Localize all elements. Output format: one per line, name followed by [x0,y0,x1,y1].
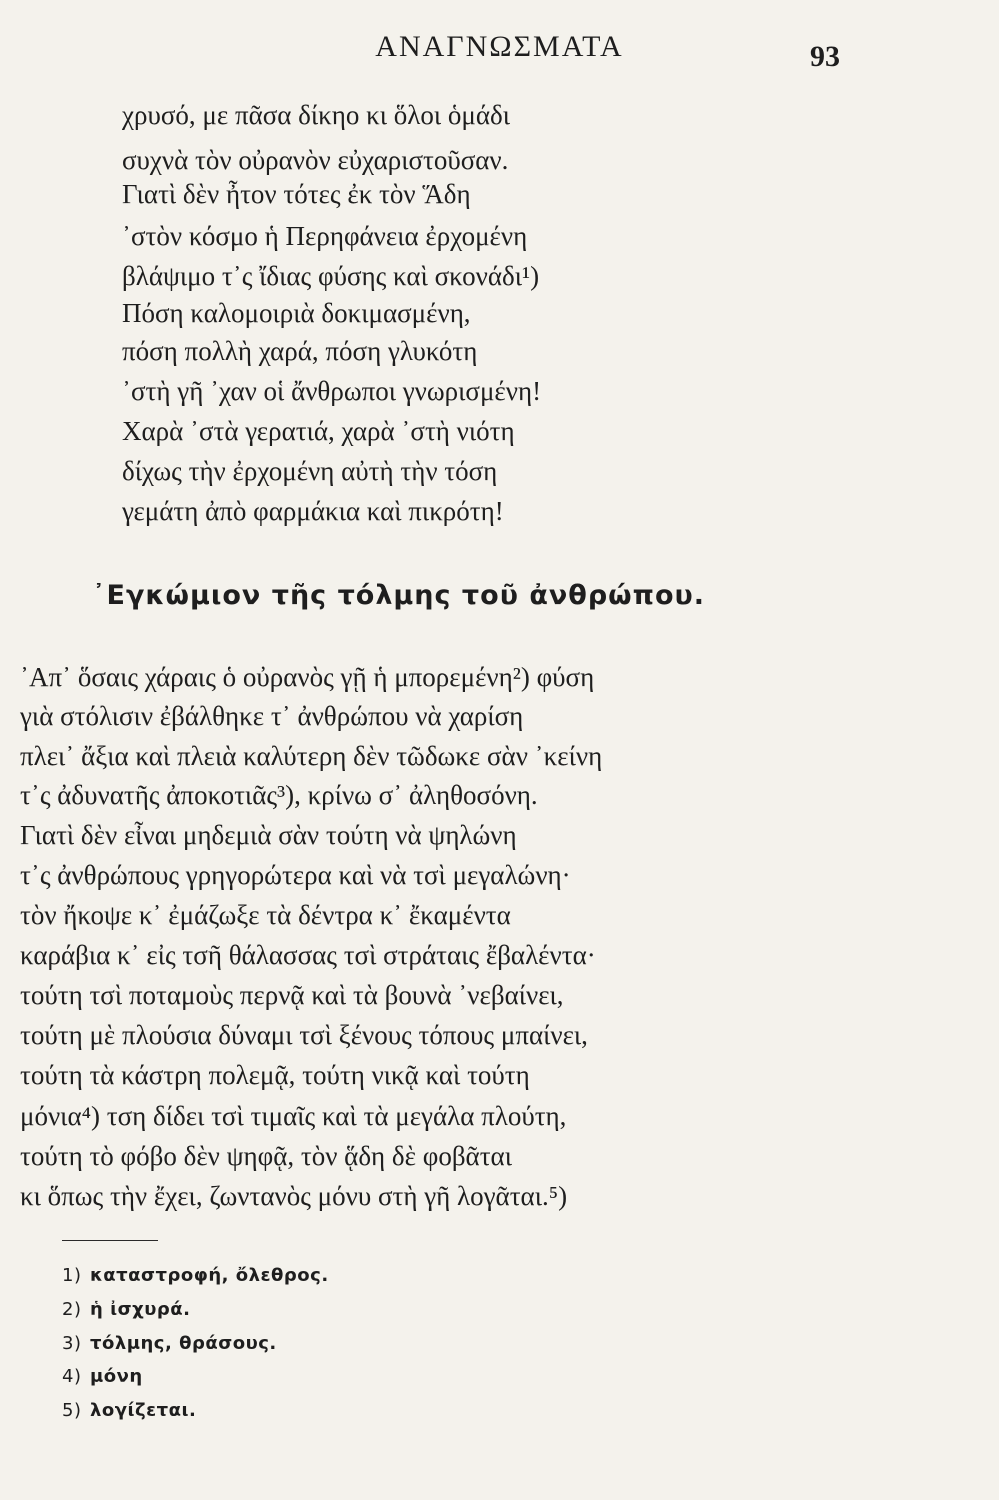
footnote [62,1265,329,1286]
verse-line: συχνὰ τὸν οὐρανὸν εὐχαριστοῦσαν. [122,145,509,175]
footnote [62,1366,143,1387]
footnote-text: καταστροφή, ὄλεθρος. [90,1265,329,1286]
footnote-mark: 5) [62,1400,82,1421]
verse-line: κι ὅπως τὴν ἔχει, ζωντανὸς μόνυ στὴ γῆ λογᾶται.⁵) [20,1181,568,1211]
verse-line: ᾿Απ᾽ ὅσαις χάραις ὁ οὐρανὸς γῇ ἡ μπορεμένη²) φύση [20,662,595,692]
verse-line: δίχως τὴν ἐρχομένη αὐτὴ τὴν τόση [122,456,498,486]
page-number: 93 [810,40,840,73]
verse-line: Πόση καλομοιριὰ δοκιμασμένη, [122,298,471,328]
verse-line: πλει᾽ ἄξια καὶ πλειὰ καλύτερη δὲν τῶδωκε σὰν ᾿κείνη [20,741,603,771]
footnote-text: τόλμης, θράσους. [90,1333,277,1354]
footnote-text: ἡ ἰσχυρά. [90,1299,191,1320]
verse-line: καράβια κ᾽ εἰς τσῆ θάλασσας τσὶ στράταις ἔβαλέντα· [20,940,596,970]
footnote [62,1299,190,1320]
verse-line: τούτη μὲ πλούσια δύναμι τσὶ ξένους τόπους μπαίνει, [20,1020,588,1050]
verse-line: τ᾽ς ἀνθρώπους γρηγορώτερα καὶ νὰ τσὶ μεγαλώνη· [20,860,571,890]
footnote [62,1400,196,1421]
verse-line: βλάψιμο τ᾽ς ἴδιας φύσης καὶ σκονάδι¹) [122,261,540,291]
verse-line: τ᾽ς ἀδυνατῆς ἀποκοτιᾶς³), κρίνω σ᾽ ἀληθοσόνη. [20,780,538,810]
verse-line: πόση πολλὴ χαρά, πόση γλυκότη [122,336,478,366]
footnote-text: μόνη [90,1366,143,1387]
verse-line: τούτη τὰ κάστρη πολεμᾷ, τούτη νικᾷ καὶ τούτη [20,1060,530,1090]
verse-line: χρυσό, με πᾶσα δίκηο κι ὅλοι ὁμάδι [122,100,510,130]
section-heading: ᾿Εγκώμιον τῆς τόλμης τοῦ ἀνθρώπου. [92,580,706,611]
verse-line: Γιατὶ δὲν εἶναι μηδεμιὰ σὰν τούτη νὰ ψηλώνη [20,820,517,850]
footnote-text: λογίζεται. [90,1400,197,1421]
running-title: ΑΝΑΓΝΩΣΜΑΤΑ [375,30,624,63]
verse-line: τούτη τὸ φόβο δὲν ψηφᾷ, τὸν ᾅδη δὲ φοβᾶται [20,1141,512,1171]
footnote-mark: 1) [62,1265,82,1286]
verse-line: μόνια⁴) τση δίδει τσὶ τιμαῖς καὶ τὰ μεγάλα πλούτη, [20,1101,567,1131]
verse-line: τὸν ἤκοψε κ᾽ ἐμάζωξε τὰ δέντρα κ᾽ ἔκαμέντα [20,900,511,930]
footnote-mark: 3) [62,1333,82,1354]
verse-line: ᾿στὴ γῆ ᾿χαν οἱ ἄνθρωποι γνωρισμένη! [122,376,542,406]
footnote [62,1333,277,1354]
verse-line: γιὰ στόλισιν ἐβάλθηκε τ᾽ ἀνθρώπου νὰ χαρίση [20,701,524,731]
footnote-rule [62,1240,158,1241]
verse-line: τούτη τσὶ ποταμοὺς περνᾷ καὶ τὰ βουνὰ ᾿νεβαίνει, [20,980,564,1010]
footnote-mark: 4) [62,1366,82,1387]
footnote-mark: 2) [62,1299,82,1320]
verse-line: Χαρὰ ᾿στὰ γερατιά, χαρὰ ᾿στὴ νιότη [122,416,515,446]
verse-line: ᾿στὸν κόσμο ἡ Περηφάνεια ἐρχομένη [122,221,528,251]
verse-line: Γιατὶ δὲν ἦτον τότες ἐκ τὸν Ἅδη [122,179,471,209]
verse-line: γεμάτη ἀπὸ φαρμάκια καὶ πικρότη! [122,496,504,526]
